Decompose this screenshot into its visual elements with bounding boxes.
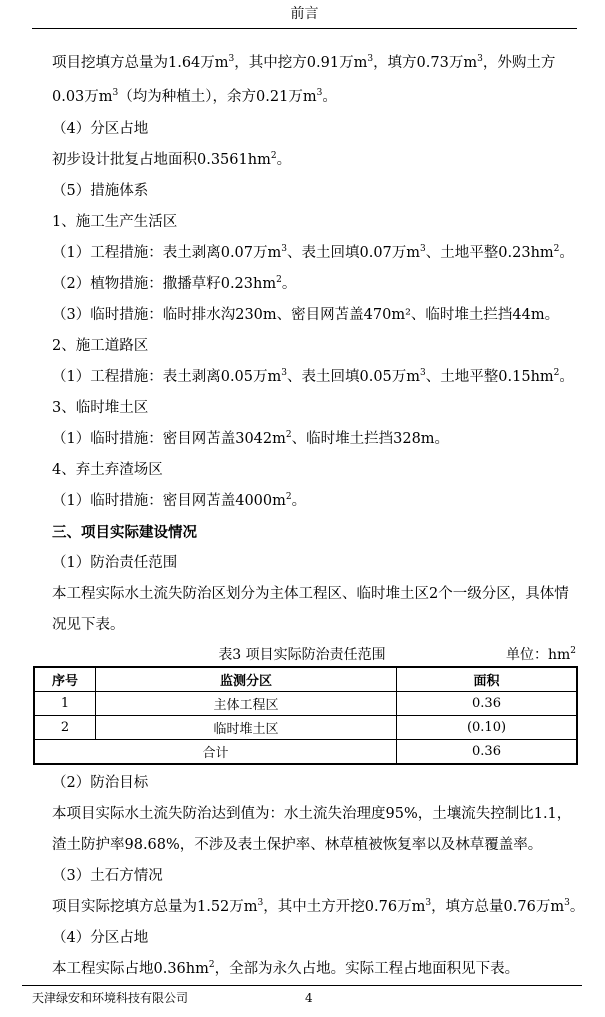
- area1-temporary: （3）临时措施：临时排水沟230m、密目网苫盖470m²、临时堆土拦挡44m。: [52, 307, 560, 323]
- table-cell: 1: [34, 692, 96, 716]
- earthwork-actual: 项目实际挖填方总量为1.52万$m^3$，其中土方开挖0.76万$m^3$，填方总量0.76万$m^3$。: [52, 898, 585, 915]
- header-cell: 序号: [34, 667, 96, 692]
- area3-title: 3、临时堆土区: [52, 400, 149, 416]
- table-cell: (0.10): [397, 716, 578, 740]
- section-land-title: （4）分区占地: [52, 121, 149, 137]
- table-header-row: [34, 667, 577, 692]
- responsibility-table: [33, 666, 578, 765]
- page-footer: [22, 985, 582, 1014]
- target-title: （2）防治目标: [52, 775, 149, 791]
- earthwork-title: （3）土石方情况: [52, 868, 163, 884]
- earthwork-paragraph: 项目挖填方总量为1.64万$m^3$，其中挖方0.91万$m^3$，填方0.73万$m^3$，外购土方0.03万$m^3$（均为种植土），余方0.21万$m^3$。: [52, 54, 556, 105]
- page-number: 4: [305, 991, 313, 1005]
- area2-title: 2、施工道路区: [52, 338, 149, 354]
- area2-engineering: （1）工程措施：表土剥离0.05万$m^3$、表土回填0.05万$m^3$、土地平整$0.15hm^2$。: [52, 368, 574, 385]
- table-row: [34, 716, 577, 740]
- header-title: 前言: [290, 6, 319, 22]
- table-unit: 单位：$hm^2$: [505, 646, 576, 663]
- scope-title: （1）防治责任范围: [52, 555, 178, 571]
- part3-heading: 三、项目实际建设情况: [52, 524, 197, 541]
- table-row: [34, 692, 577, 716]
- table-caption: [22, 644, 582, 666]
- document-body: [22, 46, 585, 985]
- area1-engineering: （1）工程措施：表土剥离0.07万$m^3$、表土回填0.07万$m^3$、土地平整$0.23hm^2$。: [52, 244, 574, 261]
- table-cell: 主体工程区: [96, 692, 397, 716]
- area1-title: 1、施工生产生活区: [52, 214, 178, 230]
- header-cell: 监测分区: [96, 667, 397, 692]
- total-label: 合计: [34, 740, 397, 765]
- total-value: 0.36: [397, 740, 578, 765]
- table-cell: 2: [34, 716, 96, 740]
- target-text: 本项目实际水土流失防治达到值为：水土流失治理度95%，土壤流失控制比1.1，渣土防护率98.68%，不涉及表土保护率、林草植被恢复率以及林草覆盖率。: [52, 806, 572, 853]
- area1-plant: （2）植物措施：撒播草籽$0.23hm^2$。: [52, 275, 297, 292]
- section-land-text: 初步设计批复占地面积$0.3561hm^2$。: [52, 151, 292, 168]
- scope-text: 本工程实际水土流失防治区划分为主体工程区、临时堆土区2个一级分区，具体情况见下表。: [52, 586, 569, 633]
- footer-company: 天津绿安和环境科技有限公司: [32, 991, 189, 1005]
- table-cell: 临时堆土区: [96, 716, 397, 740]
- page-header: [32, 0, 577, 29]
- table-cell: 0.36: [397, 692, 578, 716]
- land-actual-title: （4）分区占地: [52, 930, 149, 946]
- area3-temporary: （1）临时措施：密目网苫盖$3042m^2$、临时堆土拦挡328m。: [52, 430, 450, 447]
- land-actual-text: 本工程实际占地$0.36hm^2$，全部为永久占地。实际工程占地面积见下表。: [52, 960, 520, 977]
- table-total-row: [34, 740, 577, 765]
- section-measures-title: （5）措施体系: [52, 183, 149, 199]
- area4-title: 4、弃土弃渣场区: [52, 462, 163, 478]
- header-cell: 面积: [397, 667, 578, 692]
- table-title: 表3 项目实际防治责任范围: [218, 647, 386, 663]
- area4-temporary: （1）临时措施：密目网苫盖$4000m^2$。: [52, 492, 307, 509]
